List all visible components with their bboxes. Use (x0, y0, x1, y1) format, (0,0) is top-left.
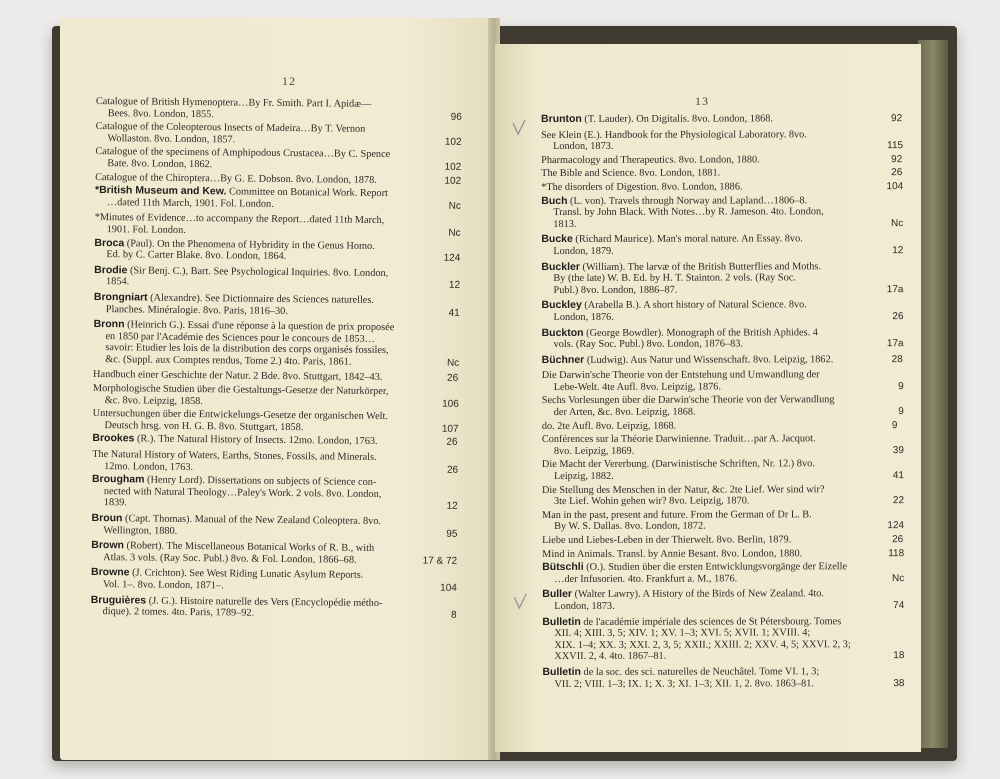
entry-text: VII. 2; VIII. 1–3; IX. 1; X. 3; XI. 1–3; XII. 1, 2. 8vo. 1863–81. (554, 677, 815, 690)
entry-line (542, 650, 904, 663)
entry-heading: Buch (541, 194, 568, 207)
entry-heading: Brunton (540, 112, 582, 125)
entry-line (92, 433, 458, 448)
catalogue-entry (541, 261, 903, 297)
right-page-entries (541, 113, 905, 694)
entry-line (542, 395, 904, 408)
entry-line (542, 406, 904, 419)
entry-line (95, 197, 461, 212)
shelf-number: 41 (892, 470, 904, 482)
entry-text: 8vo. Leipzig, 1869. (553, 445, 635, 457)
shelf-number: 104 (886, 181, 904, 193)
shelf-number: 22 (892, 495, 905, 507)
catalogue-entry (91, 540, 457, 567)
catalogue-entry (541, 154, 903, 167)
right-page (495, 44, 921, 752)
shelf-number: 104 (440, 582, 457, 594)
shelf-number: 12 (448, 280, 461, 292)
entry-text: Atlas. 3 vols. (Ray Soc. Publ.) 8vo. & Fol. London, 1866–68. (103, 551, 357, 566)
entry-text: Catalogue of the Coleopterous Insects of Madeira…By T. Vernon (95, 121, 366, 136)
entry-text: (Capt. Thomas). Manual of the New Zealand Coleoptera. 8vo. (122, 513, 382, 528)
entry-heading: Brodie (94, 263, 128, 277)
entry-text: dique). 2 tomes. 4to. Paris, 1789–92. (102, 606, 255, 619)
entry-text: London, 1873. (553, 140, 614, 153)
catalogue-entry (95, 212, 461, 239)
catalogue-entry (95, 146, 461, 173)
entry-heading: Buckler (541, 260, 580, 273)
entry-text: *The disorders of Digestion. 8vo. London, 1886. (541, 181, 743, 193)
catalogue-entry (92, 449, 458, 476)
entry-heading: Bucke (541, 233, 573, 246)
entry-line (93, 395, 459, 410)
entry-line (95, 224, 461, 239)
entry-line (94, 249, 460, 264)
shelf-number: Nc (891, 572, 905, 584)
entry-text: Morphologische Studien über die Gestaltungs-Gesetze der Naturkörper, (92, 383, 389, 398)
entry-text: (Ludwig). Aus Natur und Wissenschaft. 8vo. Leipzig, 1862. (584, 353, 834, 366)
entry-text: (Arabella B.). A short history of Natural Science. 8vo. (581, 299, 807, 312)
entry-heading: Bütschli (542, 561, 584, 574)
entry-text: Catalogue of the specimens of Amphipodous Crustacea…By C. Spence (95, 146, 391, 161)
entry-text: Catalogue of the Chiroptera…By G. E. Dobson. 8vo. London, 1878. (95, 171, 377, 186)
entry-text: See Klein (E.). Handbook for the Physiological Laboratory. 8vo. (541, 128, 807, 141)
back-cover-edge (918, 40, 948, 748)
entry-line (542, 420, 904, 433)
entry-text: (Robert). The Miscellaneous Botanical Works of R. B., with (123, 540, 375, 555)
entry-line (541, 233, 903, 246)
shelf-number: 95 (446, 528, 458, 540)
entry-text: &c. 8vo. Leipzig, 1858. (104, 394, 203, 407)
entry-line (541, 154, 903, 167)
entry-text: The Bible and Science. 8vo. London, 1881. (541, 167, 721, 180)
shelf-number: 9 (898, 380, 904, 392)
entry-text: …dated 11th March, 1901. Fol. London. (106, 196, 274, 210)
entry-text: (Alexandre). See Dictionnaire des Sciences naturelles. (147, 292, 375, 306)
entry-line (542, 495, 904, 508)
entry-text: de la soc. des sci. naturelles de Neuchâtel. Tome VI. 1, 3; (580, 666, 820, 678)
shelf-number: 26 (892, 310, 904, 322)
entry-text: Man in the past, present and future. From the German of Dr L. B. (542, 509, 812, 521)
entry-text: en 1850 par l'Académie des Sciences pour le concours de 1853… (105, 330, 376, 345)
right-page-number: 13 (695, 94, 709, 108)
entry-line (95, 133, 461, 148)
entry-heading: Bruguières (90, 593, 147, 607)
entry-text: (L. von). Travels through Norway and Lapland…1806–8. (567, 194, 808, 207)
entry-line (541, 181, 903, 194)
entry-line (541, 261, 903, 274)
entry-text: Leipzig, 1882. (553, 470, 614, 482)
shelf-number: 102 (444, 175, 462, 187)
entry-text: 3te Lief. Wohin gehen wir? 8vo. Leipzig, 1870. (554, 495, 750, 508)
entry-line (542, 520, 904, 533)
entry-text: The Natural History of Waters, Earths, Stones, Fossils, and Minerals. (92, 449, 377, 463)
catalogue-entry (542, 395, 904, 419)
shelf-number: 96 (450, 111, 462, 123)
shelf-number: Nc (448, 227, 461, 239)
left-page (60, 18, 492, 760)
catalogue-entry (541, 113, 903, 126)
entry-text: (O.). Studien über die ersten Entwicklungsvorgänge der Eizelle (583, 561, 848, 574)
catalogue-entry (542, 548, 904, 561)
entry-text: &c. (Suppl. aux Comptes rendus, Tome 2.) 4to. Paris, 1861. (105, 353, 352, 368)
entry-text: Planches. Minéralogie. 8vo. Paris, 1816–30. (105, 303, 288, 317)
catalogue-entry (542, 458, 904, 482)
catalogue-entry (541, 129, 903, 153)
entry-text: XIX. 1–4; XX. 3; XXI. 2, 3, 5; XXII.; XXIII. 2; XXV. 4, 5; XXVI. 2, 3; (554, 638, 851, 651)
catalogue-entry (542, 534, 904, 547)
shelf-number: 118 (888, 547, 905, 559)
entry-line (542, 627, 904, 640)
shelf-number: Nc (446, 357, 460, 369)
entry-line (91, 552, 457, 567)
entry-line (542, 311, 904, 324)
entry-text: …der Infusorien. 4to. Frankfurt a. M., 1876. (554, 573, 738, 585)
entry-text: (R.). The Natural History of Insects. 12mo. London, 1763. (134, 433, 378, 448)
catalogue-entry (541, 233, 903, 257)
shelf-number: 124 (443, 252, 461, 264)
shelf-number: 17a (886, 283, 904, 295)
catalogue-entry (542, 327, 904, 351)
catalogue-entry (542, 433, 904, 457)
shelf-number: 9 (898, 406, 904, 418)
entry-text: (Richard Maurice). Man's moral nature. An Essay. 8vo. (572, 233, 803, 246)
catalogue-entry (541, 299, 903, 323)
entry-text: Committee on Botanical Work. Report (226, 186, 388, 200)
catalogue-entry (542, 369, 904, 393)
catalogue-entry (542, 616, 904, 663)
entry-text: XII. 4; XIII. 3, 5; XIV. 1; XV. 1–3; XVI. 5; XVII. 1; XVIII. 4; (554, 627, 811, 640)
entry-text: Catalogue of British Hymenoptera…By Fr. Smith. Part I. Apidæ— (95, 96, 372, 110)
entry-line (91, 525, 457, 540)
entry-line (542, 588, 904, 601)
entry-line (93, 354, 459, 369)
entry-text: Liebe und Liebes-Leben in der Thierwelt. 8vo. Berlin, 1879. (542, 534, 792, 546)
entry-line (541, 299, 903, 312)
catalogue-entry (542, 420, 904, 433)
entry-heading: Buckton (541, 326, 584, 339)
entry-text: (T. Lauder). On Digitalis. 8vo. London, 1868. (581, 113, 773, 125)
entry-line (542, 381, 904, 394)
entry-text: Vol. 1–. 8vo. London, 1871–. (102, 579, 224, 592)
catalogue-entry (93, 383, 459, 410)
entry-heading: Brougham (91, 473, 145, 486)
entry-text: 12mo. London, 1763. (104, 460, 194, 473)
entry-line (542, 369, 904, 382)
entry-line (541, 195, 903, 208)
catalogue-entry (94, 238, 460, 265)
entry-text: Mind in Animals. Transl. by Annie Besant. 8vo. London, 1880. (542, 547, 803, 560)
entry-line (541, 272, 903, 285)
entry-line (541, 140, 903, 153)
entry-heading: Bronn (93, 318, 125, 331)
entry-text: savoir: Etudier les lois de la distribution des corps organisés fossiles, (105, 342, 389, 357)
entry-line (541, 218, 903, 231)
entry-text: (Sir Benj. C.), Bart. See Psychological Inquiries. 8vo. London, (127, 265, 389, 279)
catalogue-entry (92, 474, 458, 513)
entry-heading: *British Museum and Kew. (94, 184, 227, 198)
entry-text: (Henry Lord). Dissertations on subjects of Science con- (144, 474, 377, 489)
entry-line (94, 276, 460, 291)
entry-line (542, 639, 904, 652)
catalogue-entry (94, 292, 460, 319)
entry-text: Wollaston. 8vo. London, 1857. (107, 132, 236, 146)
entry-text: 1901. Fol. London. (106, 224, 186, 236)
entry-text: Die Darwin'sche Theorie von der Entstehung und Umwandlung der (541, 369, 820, 382)
entry-line (542, 678, 904, 691)
entry-text: By (the late) W. B. Ed. by H. T. Stainton. 2 vols. (Ray Soc. (553, 272, 796, 285)
entry-line (542, 534, 904, 547)
catalogue-entry (91, 567, 457, 594)
entry-text: Conférences sur la Théorie Darwinienne. Traduit…par A. Jacquot. (541, 433, 816, 446)
shelf-number: Nc (891, 217, 904, 229)
catalogue-entry (93, 319, 459, 369)
entry-text: Bees. 8vo. London, 1855. (107, 107, 214, 120)
entry-line (95, 158, 461, 173)
entry-line (96, 108, 462, 123)
shelf-number: 41 (448, 307, 460, 319)
entry-heading: Büchner (541, 353, 585, 366)
entry-line (542, 433, 904, 446)
shelf-number: 106 (442, 398, 459, 410)
shelf-number: 39 (892, 444, 904, 456)
entry-heading: Brongniart (93, 290, 148, 304)
shelf-number: 17a (886, 338, 904, 350)
entry-line (93, 369, 459, 384)
entry-text: Wellington, 1880. (103, 524, 178, 537)
entry-line (542, 484, 904, 497)
entry-line (542, 458, 904, 471)
entry-text: 1839. (103, 497, 127, 509)
shelf-number: 12 (446, 501, 458, 513)
entry-text: (Paul). On the Phenomena of Hybridity in the Genus Homo. (124, 237, 375, 252)
entry-text: 1813. (553, 218, 577, 230)
entry-heading: Brown (91, 539, 125, 552)
entry-text: Handbuch einer Geschichte der Natur. 2 Bde. 8vo. Stuttgart, 1842–43. (93, 369, 383, 384)
catalogue-entry (91, 513, 457, 540)
catalogue-entry (93, 369, 459, 384)
entry-text: London, 1876. (553, 311, 614, 323)
entry-heading: Buller (542, 588, 573, 601)
entry-line (541, 206, 903, 219)
entry-text: Bate. 8vo. London, 1862. (107, 158, 213, 171)
entry-heading: Broun (91, 511, 123, 525)
entry-text: der Arten, &c. 8vo. Leipzig, 1868. (553, 406, 696, 419)
entry-heading: Broca (94, 236, 125, 249)
entry-line (542, 616, 904, 629)
shelf-number: 12 (892, 244, 904, 257)
entry-heading: Bulletin (542, 615, 581, 628)
shelf-number: 74 (893, 600, 905, 612)
catalogue-entry (94, 265, 460, 292)
entry-line (94, 303, 460, 318)
catalogue-entry (96, 96, 462, 123)
catalogue-entry (542, 509, 904, 533)
catalogue-entry (542, 588, 904, 612)
entry-text: do. 2te Aufl. 8vo. Leipzig, 1868. (541, 420, 677, 432)
entry-line (541, 284, 903, 297)
entry-line (541, 129, 903, 142)
shelf-number: 18 (893, 650, 905, 662)
entry-line (542, 548, 904, 561)
entry-line (542, 470, 904, 483)
entry-text: London, 1873. (554, 600, 615, 612)
entry-line (542, 666, 904, 679)
entry-line (542, 573, 904, 586)
entry-text: Transl. by John Black. With Notes…by R. Jameson. 4to. London, (553, 206, 824, 219)
entry-text: Die Macht der Vererbung. (Darwinistische Schriften, Nr. 12.) 8vo. (541, 458, 815, 471)
entry-line (542, 327, 904, 340)
entry-text: de l'académie impériale des sciences de St Pétersbourg. Tomes (580, 615, 842, 628)
entry-text: 1854. (105, 276, 130, 288)
entry-text: (William). The larvæ of the British Butterflies and Moths. (579, 260, 821, 273)
catalogue-entry (542, 484, 904, 508)
catalogue-entry (95, 185, 461, 212)
entry-heading: Buckley (541, 299, 582, 312)
catalogue-entry (541, 167, 903, 180)
catalogue-entry (91, 595, 457, 622)
shelf-number: 107 (441, 423, 459, 435)
entry-text: Ed. by C. Carter Blake. 8vo. London, 1864. (106, 249, 287, 263)
catalogue-entry (92, 408, 458, 435)
entry-line (542, 445, 904, 458)
catalogue-entry (92, 433, 458, 448)
shelf-number: 115 (887, 140, 904, 152)
entry-text: *Minutes of Evidence…to accompany the Report…dated 11th March, (94, 212, 385, 227)
entry-line (541, 245, 903, 258)
entry-text: Lebe-Welt. 4te Aufl. 8vo. Leipzig, 1876. (553, 381, 722, 393)
catalogue-entry (541, 195, 903, 231)
entry-text: Untersuchungen über die Entwickelungs-Gesetze der organischen Welt. (92, 408, 389, 423)
pencil-tick-mark (512, 592, 528, 610)
entry-text: Pharmacology and Therapeutics. 8vo. London, 1880. (541, 154, 760, 166)
entry-text: Sechs Vorlesungen über die Darwin'sche Theorie von der Verwandlung (541, 394, 835, 407)
entry-line (541, 167, 903, 180)
entry-heading: Brookes (92, 432, 135, 445)
entry-line (542, 561, 904, 574)
shelf-number: Nc (448, 200, 461, 212)
entry-line (91, 606, 457, 621)
entry-text: (J. Crichton). See West Riding Lunatic Asylum Reports. (129, 567, 364, 582)
entry-text: London, 1879. (553, 245, 614, 257)
shelf-number: 17 & 72 (422, 555, 458, 567)
entry-line (542, 600, 904, 613)
entry-text: vols. (Ray Soc. Publ.) 8vo. London, 1876–83. (553, 338, 743, 351)
entry-text: Publ.) 8vo. London, 1886–87. (553, 284, 678, 296)
entry-line (541, 113, 903, 126)
pencil-tick-mark (511, 118, 527, 136)
entry-text: XXVII. 2, 4. 4to. 1867–81. (554, 651, 667, 663)
shelf-number: 102 (444, 161, 462, 173)
entry-line (92, 497, 458, 512)
entry-line (542, 354, 904, 367)
shelf-number: 8 (450, 609, 457, 621)
shelf-number: 38 (893, 677, 905, 689)
entry-heading: Browne (90, 566, 130, 579)
left-page-entries (90, 96, 461, 626)
shelf-number: 102 (444, 136, 462, 148)
catalogue-entry (541, 181, 903, 194)
entry-line (542, 338, 904, 351)
entry-text: (George Bowdler). Monograph of the British Aphides. 4 (583, 326, 818, 339)
entry-text: (J. G.). Histoire naturelle des Vers (Encyclopédie métho- (146, 595, 383, 609)
entry-text: Deutsch hrsg. von H. G. B. 8vo. Stuttgart, 1858. (104, 419, 304, 434)
entry-line (542, 509, 904, 522)
shelf-number: 124 (887, 520, 905, 532)
catalogue-entry (542, 354, 904, 367)
catalogue-entry (95, 121, 461, 148)
entry-heading: Bulletin (542, 665, 581, 678)
entry-text: (Heinrich G.). Essai d'une réponse à la question de prix proposée (124, 319, 395, 334)
catalogue-entry (542, 561, 904, 585)
entry-text: By W. S. Dallas. 8vo. London, 1872. (554, 520, 706, 533)
shelf-number: 26 (446, 464, 459, 476)
entry-text: nected with Natural Theology…Paley's Work. 2 vols. 8vo. London, (103, 485, 382, 500)
entry-text: Die Stellung des Menschen in der Natur, &c. 2te Lief. Wer sind wir? (541, 483, 825, 496)
left-page-number: 12 (282, 74, 296, 88)
entry-line (91, 579, 457, 594)
catalogue-entry (542, 666, 904, 690)
entry-text: (Walter Lawry). A History of the Birds of New Zealand. 4to. (572, 588, 824, 601)
